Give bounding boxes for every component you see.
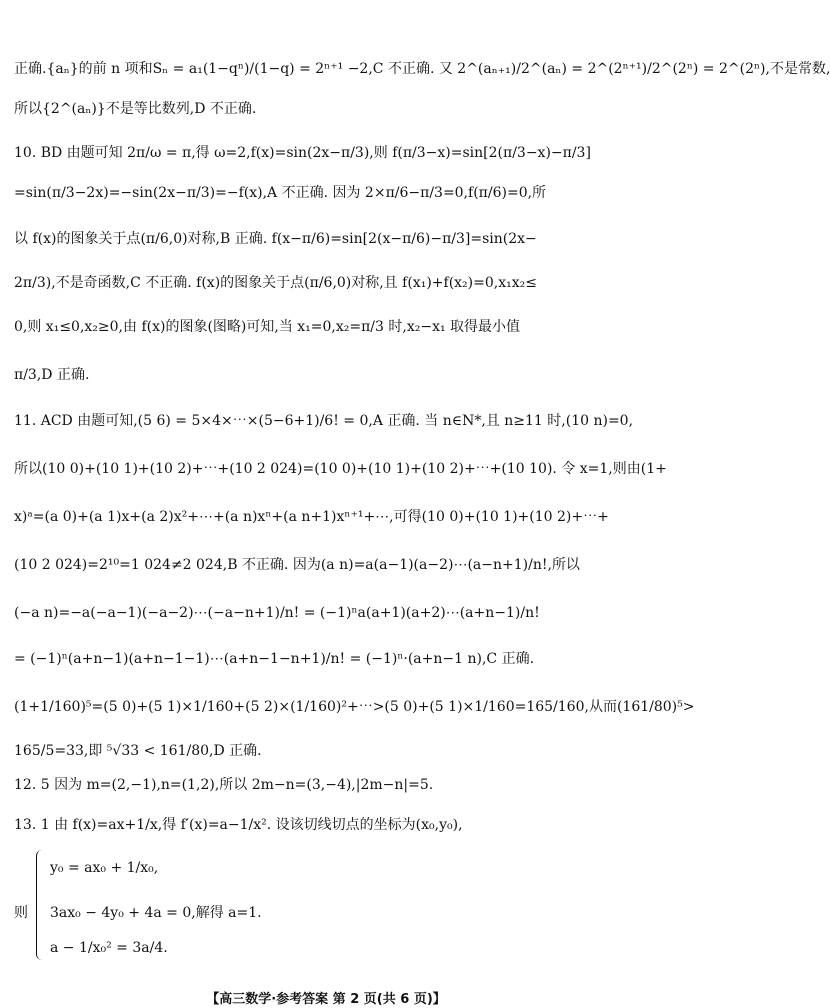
text-line: =sin(π/3−2x)=−sin(2x−π/3)=−f(x),A 不正确. 因为 2×π/6−π/3=0,f(π/6)=0,所 [14,185,547,201]
page-footer: 【高三数学·参考答案 第 2 页(共 6 页)】 [206,992,446,1007]
question-11-line: 11. ACD 由题可知,(5 6) = 5×4×⋯×(5−6+1)/6! = 0,A 正确. 当 n∈N*,且 n≥11 时,(10 n)=0, [14,413,634,429]
text-line: 所以(10 0)+(10 1)+(10 2)+⋯+(10 2 024)=(10 0)+(10 1)+(10 2)+⋯+(10 10). 令 x=1,则由(1+ [14,461,667,477]
text-line: (−a n)=−a(−a−1)(−a−2)⋯(−a−n+1)/n! = (−1)ⁿa(a+1)(a+2)⋯(a+n−1)/n! [14,605,540,621]
system-equation: a − 1/x₀² = 3a/4. [50,940,168,956]
system-equation: y₀ = ax₀ + 1/x₀, [50,860,159,876]
text-line: x)ᵃ=(a 0)+(a 1)x+(a 2)x²+⋯+(a n)xⁿ+(a n+1)xⁿ⁺¹+⋯,可得(10 0)+(10 1)+(10 2)+⋯+ [14,509,609,525]
system-equation: 3ax₀ − 4y₀ + 4a = 0,解得 a=1. [50,905,262,921]
text-line: 2π/3),不是奇函数,C 不正确. f(x)的图象关于点(π/6,0)对称,且 f(x₁)+f(x₂)=0,x₁x₂≤ [14,275,537,291]
question-13-line: 13. 1 由 f(x)=ax+1/x,得 f′(x)=a−1/x². 设该切线切点的坐标为(x₀,y₀), [14,817,463,833]
text-line: 正确.{aₙ}的前 n 项和Sₙ = a₁(1−qⁿ)/(1−q) = 2ⁿ⁺¹ −2,C 不正确. 又 2^(aₙ₊₁)/2^(aₙ) = 2^(2ⁿ⁺¹)/2^(2ⁿ) = 2^(2ⁿ),不是常数, [14,61,830,77]
question-12-line: 12. 5 因为 m=(2,−1),n=(1,2),所以 2m−n=(3,−4),|2m−n|=5. [14,777,434,793]
text-line: = (−1)ⁿ(a+n−1)(a+n−1−1)⋯(a+n−1−n+1)/n! = (−1)ⁿ·(a+n−1 n),C 正确. [14,651,535,667]
text-line: 0,则 x₁≤0,x₂≥0,由 f(x)的图象(图略)可知,当 x₁=0,x₂=π/3 时,x₂−x₁ 取得最小值 [14,319,521,335]
text-line: 165/5=33,即 ⁵√33 < 161/80,D 正确. [14,743,262,759]
text-line: (1+1/160)⁵=(5 0)+(5 1)×1/160+(5 2)×(1/160)²+⋯>(5 0)+(5 1)×1/160=165/160,从而(161/80)⁵> [14,699,695,715]
text-line: π/3,D 正确. [14,367,90,383]
text-line: 以 f(x)的图象关于点(π/6,0)对称,B 正确. f(x−π/6)=sin[2(x−π/6)−π/3]=sin(2x− [14,231,537,247]
system-brace [36,850,45,960]
question-10-line: 10. BD 由题可知 2π/ω = π,得 ω=2,f(x)=sin(2x−π/3),则 f(π/3−x)=sin[2(π/3−x)−π/3] [14,145,591,161]
text-line: 所以{2^(aₙ)}不是等比数列,D 不正确. [14,101,257,117]
text-line: (10 2 024)=2¹⁰=1 024≠2 024,B 不正确. 因为(a n)=a(a−1)(a−2)⋯(a−n+1)/n!,所以 [14,557,580,573]
system-prefix: 则 [14,905,28,921]
